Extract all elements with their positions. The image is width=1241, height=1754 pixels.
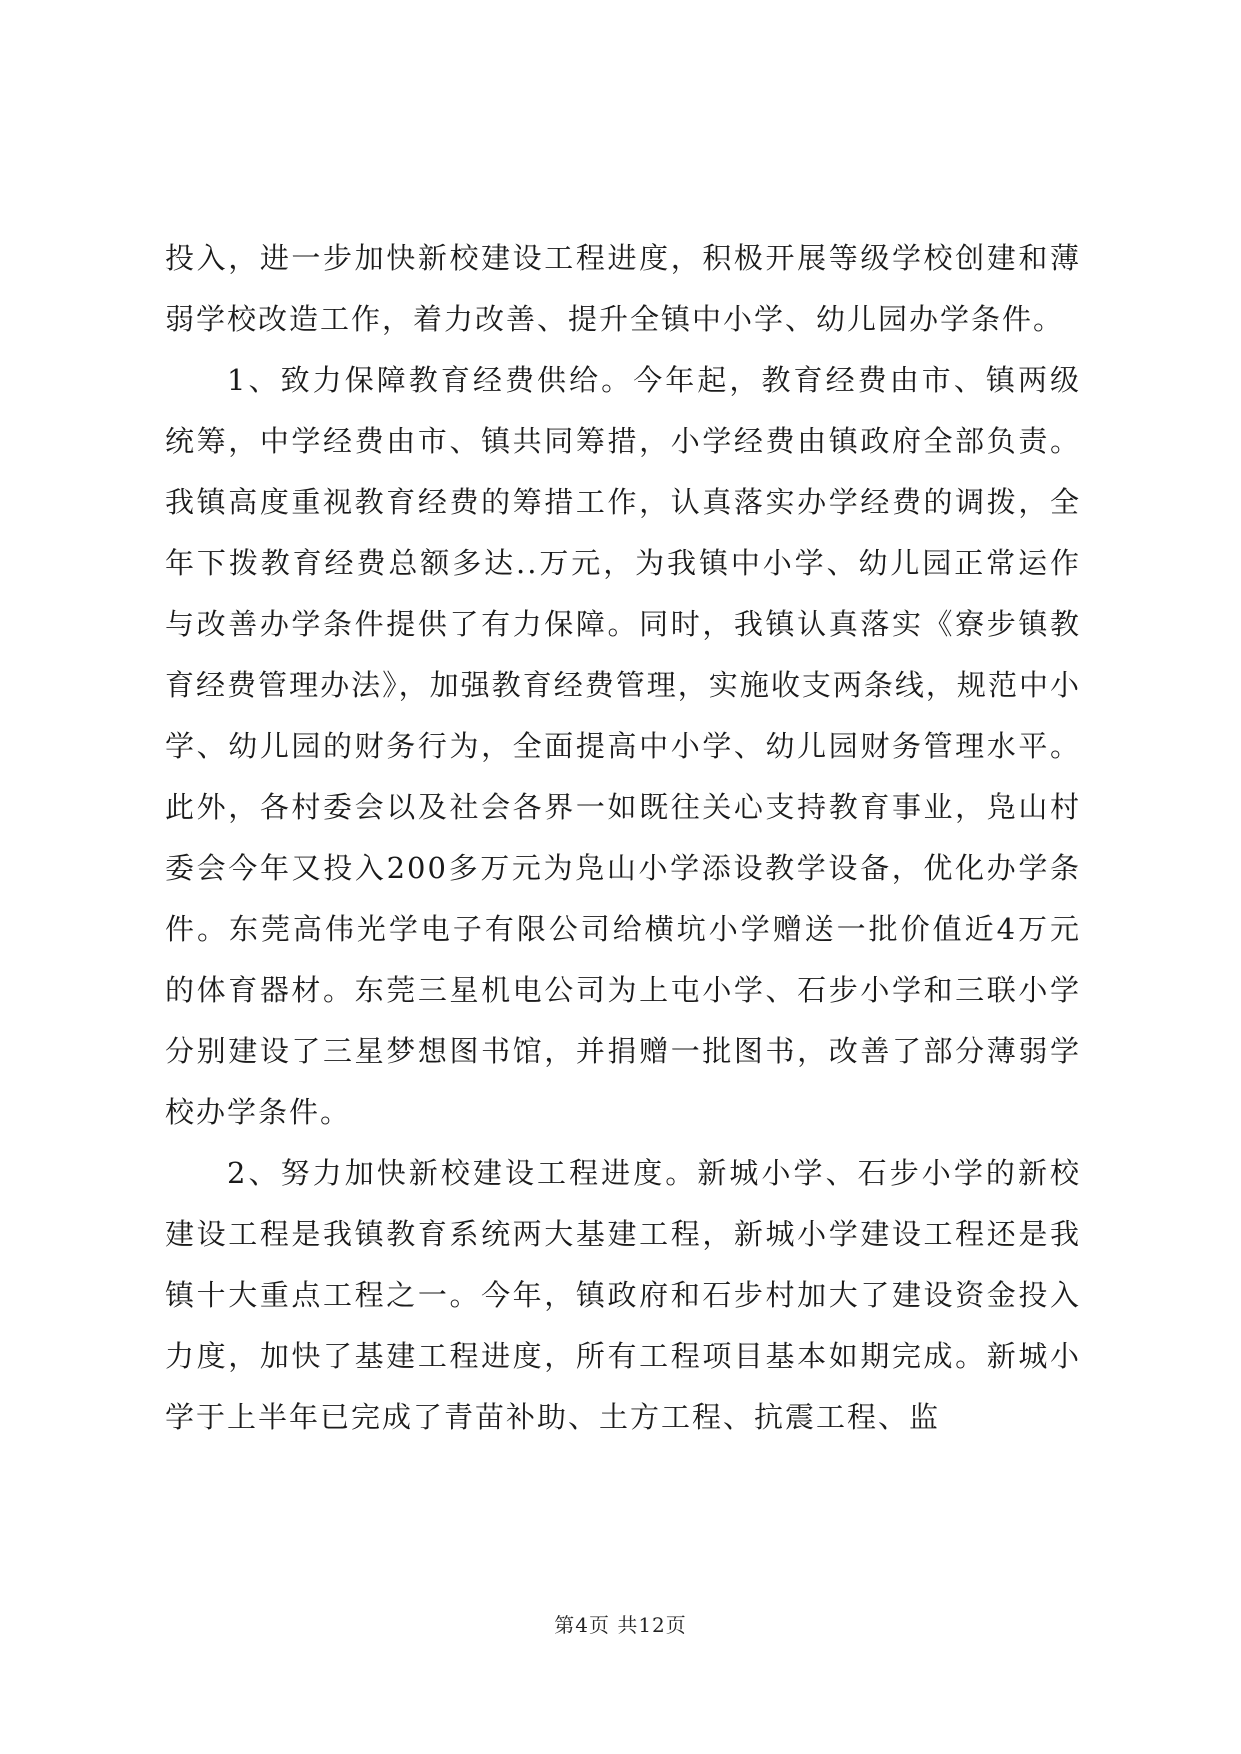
paragraph-school-construction: 2、努力加快新校建设工程进度。新城小学、石步小学的新校建设工程是我镇教育系统两大基建工程，新城小学建设工程还是我镇十大重点工程之一。今年，镇政府和石步村加大了建设资金投入力度，加快了基建工程进度，所有工程项目基本如期完成。新城小学于上半年已完成了青苗补助、土方工程、抗震工程、监 [165,1156,1081,1434]
page-number-footer: 第4页 共12页 [554,1613,687,1637]
paragraph-continuation: 投入，进一步加快新校建设工程进度，积极开展等级学校创建和薄弱学校改造工作，着力改善、提升全镇中小学、幼儿园办学条件。 [165,241,1081,336]
paragraph-education-funding: 1、致力保障教育经费供给。今年起，教育经费由市、镇两级统筹，中学经费由市、镇共同筹措，小学经费由镇政府全部负责。我镇高度重视教育经费的筹措工作，认真落实办学经费的调拨，全年下拨教育经费总额多达..万元，为我镇中小学、幼儿园正常运作与改善办学条件提供了有力保障。同时，我镇认真落实《寮步镇教育经费管理办法》，加强教育经费管理，实施收支两条线，规范中小学、幼儿园的财务行为，全面提高中小学、幼儿园财务管理水平。此外，各村委会以及社会各界一如既往关心支持教育事业，凫山村委会今年又投入200多万元为凫山小学添设教学设备，优化办学条件。东莞高伟光学电子有限公司给横坑小学赠送一批价值近4万元的体育器材。东莞三星机电公司为上屯小学、石步小学和三联小学分别建设了三星梦想图书馆，并捐赠一批图书，改善了部分薄弱学校办学条件。 [165,363,1081,1129]
document-body [165,228,1081,1448]
